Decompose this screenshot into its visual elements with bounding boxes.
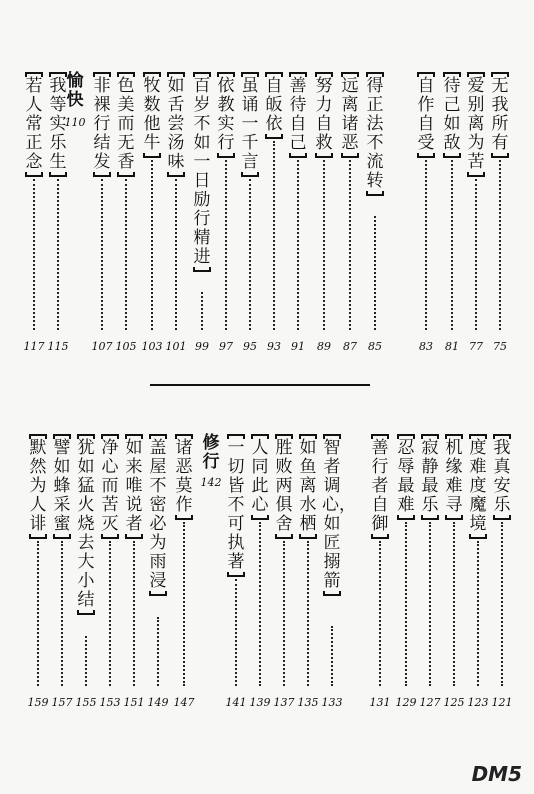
toc-entry[interactable] <box>121 434 147 539</box>
toc-entry-title: 依教实行 <box>217 76 235 153</box>
toc-leader <box>109 541 111 686</box>
toc-entry-title: 善待自己 <box>289 76 307 153</box>
toc-entry-title: 默然为人诽 <box>29 438 47 534</box>
toc-entry[interactable] <box>337 72 363 158</box>
toc-entry-title: 如鱼离水栖 <box>299 438 317 534</box>
toc-leader <box>201 292 203 330</box>
toc-entry-title: 待己如敌 <box>443 76 461 153</box>
toc-leader <box>475 179 477 330</box>
toc-entry[interactable] <box>393 434 419 520</box>
toc-entry[interactable] <box>271 434 297 539</box>
toc-entry-title: 若人常正念 <box>25 76 43 172</box>
toc-entry-page: 91 <box>291 340 305 353</box>
toc-leader <box>151 160 153 330</box>
toc-entry[interactable] <box>73 434 99 615</box>
toc-leader <box>405 522 407 686</box>
toc-entry-title: 百岁不如一日励行精进 <box>193 76 211 267</box>
toc-entry-page: 101 <box>165 340 187 353</box>
toc-leader <box>374 216 376 330</box>
toc-leader <box>297 160 299 330</box>
toc-leader <box>133 541 135 686</box>
toc-entry-title: 如来唯说者 <box>125 438 143 534</box>
section-page: 142 <box>200 476 222 489</box>
toc-entry-title: 我等实乐生 <box>49 76 67 172</box>
toc-entry-title: 虽诵一千言 <box>241 76 259 172</box>
toc-entry-page: 97 <box>219 340 233 353</box>
toc-leader <box>307 541 309 686</box>
toc-entry-title: 爱别离为苦 <box>467 76 485 172</box>
toc-entry[interactable] <box>213 72 239 158</box>
toc-entry[interactable] <box>413 72 439 158</box>
section-page: 110 <box>64 116 86 129</box>
toc-entry-page: 99 <box>195 340 209 353</box>
toc-leader <box>37 541 39 686</box>
toc-leader <box>499 160 501 330</box>
toc-entry-page: 147 <box>173 696 195 709</box>
toc-leader <box>249 179 251 330</box>
toc-leader <box>235 579 237 686</box>
toc-leader <box>273 141 275 330</box>
toc-leader <box>323 160 325 330</box>
toc-entry-title: 努力自救 <box>315 76 333 153</box>
toc-leader <box>57 179 59 330</box>
toc-entry-title: 胜败两俱舍 <box>275 438 293 534</box>
toc-leader <box>429 522 431 686</box>
toc-entry-title: 非裸行结发 <box>93 76 111 172</box>
toc-entry-title: 盖屋不密必为雨浸 <box>149 438 167 591</box>
toc-entry-page: 125 <box>443 696 465 709</box>
toc-entry-title: 忍辱最难 <box>397 438 415 515</box>
toc-entry-page: 131 <box>369 696 391 709</box>
toc-entry-title: 一切皆不可执著 <box>227 438 245 572</box>
toc-entry-title: 机缘难寻 <box>445 438 463 515</box>
toc-entry-title: 自皈依 <box>265 76 283 134</box>
toc-leader <box>183 522 185 686</box>
toc-entry[interactable] <box>139 72 165 158</box>
toc-entry-page: 127 <box>419 696 441 709</box>
toc-entry-page: 95 <box>243 340 257 353</box>
toc-leader <box>283 541 285 686</box>
toc-entry[interactable] <box>311 72 337 158</box>
toc-entry-page: 121 <box>491 696 513 709</box>
toc-leader <box>61 541 63 686</box>
toc-entry[interactable] <box>171 434 197 520</box>
toc-entry[interactable] <box>89 72 115 177</box>
toc-leader <box>379 541 381 686</box>
toc-entry-page: 141 <box>225 696 247 709</box>
toc-entry-page: 105 <box>115 340 137 353</box>
toc-entry-title: 色美而无香 <box>117 76 135 172</box>
toc-entry[interactable] <box>285 72 311 158</box>
toc-entry-page: 85 <box>368 340 382 353</box>
toc-leader <box>349 160 351 330</box>
toc-entry-title: 如舌尝汤味 <box>167 76 185 172</box>
toc-entry-page: 155 <box>75 696 97 709</box>
toc-entry[interactable] <box>319 434 356 596</box>
toc-leader <box>33 179 35 330</box>
toc-entry-title: 诸恶莫作 <box>175 438 193 515</box>
toc-entry-page: 87 <box>343 340 357 353</box>
toc-entry[interactable] <box>163 72 189 177</box>
toc-entry-page: 159 <box>27 696 49 709</box>
toc-leader <box>175 179 177 330</box>
toc-entry[interactable] <box>113 72 139 177</box>
toc-entry[interactable] <box>261 72 287 139</box>
toc-entry-title: 犹如猛火烧去大小结 <box>77 438 95 610</box>
section-divider <box>150 384 370 386</box>
toc-entry-page: 139 <box>249 696 271 709</box>
toc-entry-page: 135 <box>297 696 319 709</box>
toc-leader <box>259 522 261 686</box>
toc-entry[interactable] <box>463 72 489 177</box>
toc-entry[interactable] <box>45 72 71 177</box>
toc-entry-page: 75 <box>493 340 507 353</box>
toc-entry-title: 智者调心，如匠搦箭 <box>322 438 356 591</box>
toc-entry-title: 善行者自御 <box>371 438 389 534</box>
toc-entry-title: 牧数他牛 <box>143 76 161 153</box>
toc-entry[interactable] <box>295 434 321 539</box>
toc-entry-page: 93 <box>267 340 281 353</box>
toc-entry[interactable] <box>367 434 393 539</box>
toc-leader <box>125 179 127 330</box>
toc-entry-page: 129 <box>395 696 417 709</box>
toc-entry[interactable] <box>237 72 263 177</box>
section-title-yukuai: 愉快 <box>66 71 84 110</box>
toc-leader <box>453 522 455 686</box>
toc-entry-title: 得正法不流转 <box>366 76 384 191</box>
toc-entry[interactable] <box>362 72 388 196</box>
toc-leader <box>101 179 103 330</box>
toc-entry[interactable] <box>487 72 513 158</box>
toc-entry-title: 净心而苦灭 <box>101 438 119 534</box>
toc-entry-title: 我真安乐 <box>493 438 511 515</box>
toc-entry[interactable] <box>417 434 443 520</box>
toc-entry[interactable] <box>21 72 47 177</box>
toc-entry-page: 115 <box>47 340 69 353</box>
toc-entry-page: 123 <box>467 696 489 709</box>
toc-entry[interactable] <box>441 434 467 520</box>
toc-entry[interactable] <box>247 434 273 520</box>
toc-entry-title: 人同此心 <box>251 438 269 515</box>
toc-entry-page: 89 <box>317 340 331 353</box>
toc-entry-page: 151 <box>123 696 145 709</box>
toc-entry-page: 153 <box>99 696 121 709</box>
toc-entry-page: 81 <box>445 340 459 353</box>
toc-entry[interactable] <box>223 434 249 577</box>
toc-entry[interactable] <box>465 434 491 539</box>
toc-entry[interactable] <box>25 434 51 539</box>
toc-entry-title: 远离诸恶 <box>341 76 359 153</box>
toc-entry-title: 寂静最乐 <box>421 438 439 515</box>
toc-entry-title: 自作自受 <box>417 76 435 153</box>
toc-entry[interactable] <box>439 72 465 158</box>
watermark-logo: DM5 <box>471 762 522 786</box>
toc-entry-page: 133 <box>321 696 343 709</box>
toc-leader <box>85 636 87 686</box>
toc-entry-page: 149 <box>147 696 169 709</box>
section-title-xiuxing: 修行 <box>202 433 220 472</box>
toc-leader <box>157 617 159 686</box>
toc-entry-page: 83 <box>419 340 433 353</box>
toc-entry[interactable] <box>49 434 75 539</box>
toc-entry-page: 103 <box>141 340 163 353</box>
toc-entry-title: 无我所有 <box>491 76 509 153</box>
toc-entry-page: 77 <box>469 340 483 353</box>
toc-entry-page: 117 <box>23 340 45 353</box>
toc-entry-page: 157 <box>51 696 73 709</box>
toc-entry-page: 107 <box>91 340 113 353</box>
toc-entry[interactable] <box>489 434 515 520</box>
toc-entry[interactable] <box>189 72 215 272</box>
toc-entry[interactable] <box>97 434 123 539</box>
toc-entry-title: 度难度魔境 <box>469 438 487 534</box>
toc-entry-title: 譬如蜂采蜜 <box>53 438 71 534</box>
toc-leader <box>425 160 427 330</box>
toc-leader <box>225 160 227 330</box>
toc-leader <box>501 522 503 686</box>
toc-leader <box>477 541 479 686</box>
toc-leader <box>451 160 453 330</box>
toc-entry[interactable] <box>145 434 171 596</box>
toc-entry-page: 137 <box>273 696 295 709</box>
toc-leader <box>331 626 333 686</box>
